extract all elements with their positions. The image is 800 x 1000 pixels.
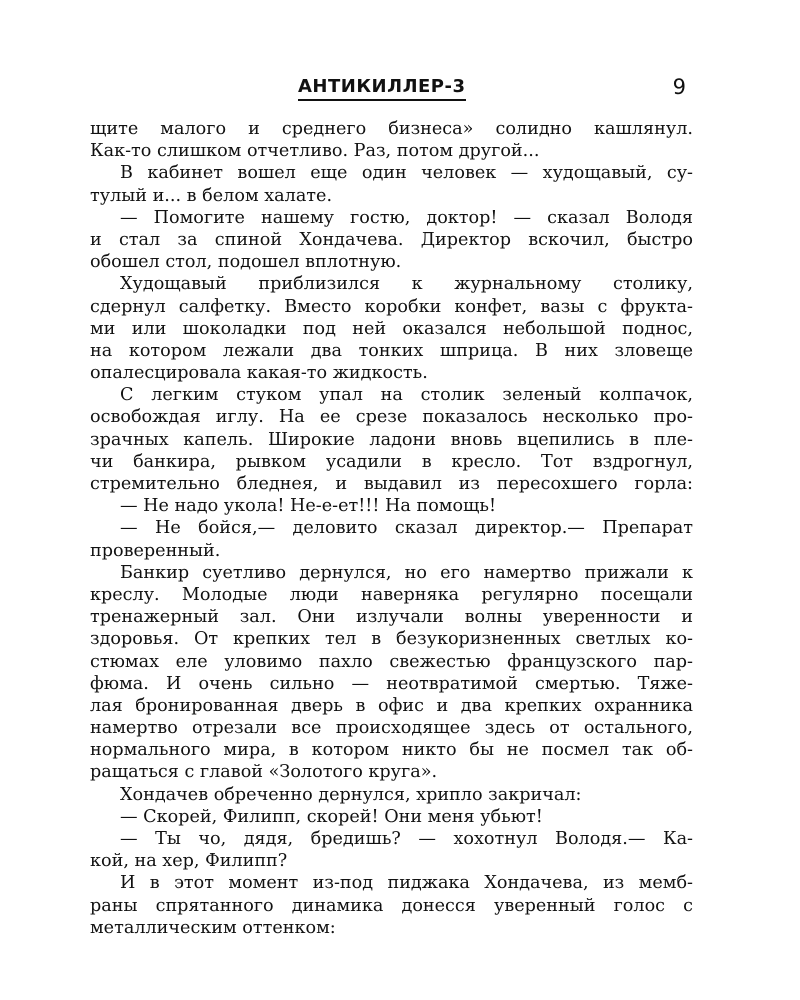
text-line: — Ты чо, дядя, бредишь? — хохотнул Володя.— Ка- — [120, 829, 693, 849]
text-line: Худощавый приблизился к журнальному столику, — [120, 274, 693, 295]
page-header — [90, 76, 690, 104]
text-line: на котором лежали два тонких шприца. В них зловеще — [90, 340, 693, 361]
text-line: Банкир суетливо дернулся, но его намертво прижали к — [120, 562, 693, 583]
text-line: обошел стол, подошел вплотную. — [90, 252, 402, 273]
text-line: — Не надо укола! Не-е-ет!!! На помощь! — [120, 496, 497, 517]
text-line: — Скорей, Филипп, скорей! Они меня убьют! — [120, 806, 543, 827]
text-line: фюма. И очень сильно — неотвратимой смертью. Тяже- — [90, 673, 693, 694]
text-line: стремительно бледнея, и выдавил из пересохшего горла: — [90, 474, 693, 494]
text-line: С легким стуком упал на столик зеленый колпачок, — [120, 385, 693, 406]
text-line: — Помогите нашему гостю, доктор! — сказал Володя — [120, 207, 693, 228]
page-number: 9 — [672, 75, 686, 99]
text-line: намертво отрезали все происходящее здесь от остального, — [90, 718, 693, 739]
text-line: креслу. Молодые люди наверняка регулярно посещали — [90, 584, 693, 605]
text-line: И в этот момент из-под пиджака Хондачева, из мемб- — [120, 873, 693, 894]
text-line: сдернул салфетку. Вместо коробки конфет, вазы с фрукта- — [90, 296, 693, 317]
text-line: лая бронированная дверь в офис и два крепких охранника — [90, 695, 693, 716]
text-line: опалесцировала какая-то жидкость. — [90, 363, 428, 384]
text-line: раны спрятанного динамика донесся уверенный голос с — [90, 895, 693, 916]
text-line: металлическим оттенком: — [90, 917, 336, 938]
body-text — [90, 118, 693, 939]
text-line: стюмах еле уловимо пахло свежестью французского пар- — [90, 651, 693, 672]
text-line: В кабинет вошел еще один человек — худощавый, су- — [120, 163, 693, 184]
text-line: щите малого и среднего бизнеса» солидно кашлянул. — [90, 119, 693, 139]
text-line: освобождая иглу. На ее срезе показалось несколько про- — [90, 407, 693, 428]
text-line: кой, на хер, Филипп? — [90, 851, 288, 872]
text-line: чи банкира, рывком усадили в кресло. Тот вздрогнул, — [90, 451, 693, 472]
text-line: и стал за спиной Хондачева. Директор вскочил, быстро — [90, 229, 693, 250]
text-line: проверенный. — [90, 540, 221, 561]
text-line: здоровья. От крепких тел в безукоризненных светлых ко- — [90, 629, 693, 650]
text-line: нормального мира, в котором никто бы не посмел так об- — [90, 740, 693, 761]
text-line: — Не бойся,— деловито сказал директор.— Препарат — [120, 518, 693, 539]
running-title: АНТИКИЛЛЕР-3 — [298, 76, 466, 101]
text-line: тренажерный зал. Они излучали волны уверенности и — [90, 607, 693, 628]
text-line: ращаться с главой «Золотого круга». — [90, 762, 438, 783]
text-line: зрачных капель. Широкие ладони вновь вцепились в пле- — [90, 429, 693, 450]
text-line: Хондачев обреченно дернулся, хрипло закричал: — [120, 784, 582, 805]
text-line: тулый и... в белом халате. — [90, 185, 333, 206]
text-line: Как-то слишком отчетливо. Раз, потом другой... — [90, 141, 540, 162]
text-line: ми или шоколадки под ней оказался небольшой поднос, — [90, 318, 693, 339]
